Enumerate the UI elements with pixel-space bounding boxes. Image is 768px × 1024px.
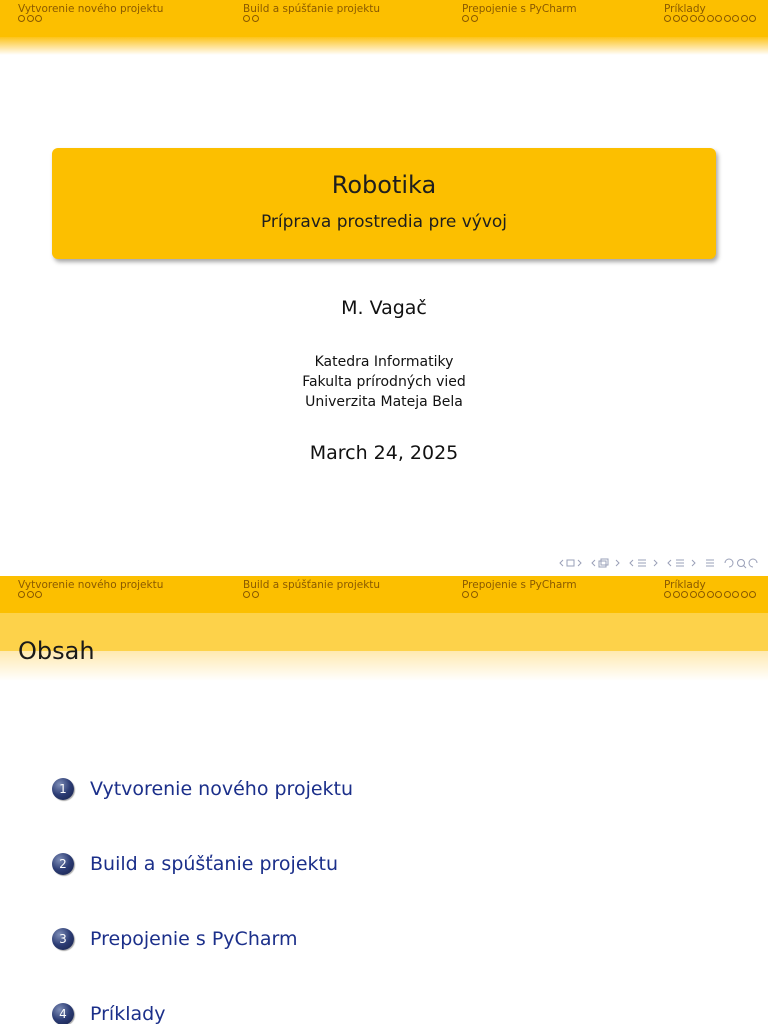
- mini-frame-dot[interactable]: [27, 15, 34, 22]
- toc-item-4[interactable]: [52, 1001, 165, 1024]
- nav-section-2-dots: [243, 15, 259, 23]
- nav-section-4-dots: [664, 15, 756, 23]
- document-section-navigation-icon[interactable]: [666, 557, 698, 569]
- toc-item-label: Vytvorenie nového projektu: [90, 778, 354, 800]
- nav-section-1-dots: [18, 15, 42, 23]
- mini-frame-dot[interactable]: [252, 15, 259, 22]
- mini-frame-dot[interactable]: [27, 591, 34, 598]
- mini-frame-dot[interactable]: [715, 15, 722, 22]
- mini-frame-dot[interactable]: [35, 15, 42, 22]
- mini-frame-dot[interactable]: [471, 591, 478, 598]
- toc-item-1[interactable]: [52, 776, 353, 802]
- nav-section-2-dots: [243, 591, 259, 599]
- toc-number-ball-icon: 2: [52, 853, 74, 875]
- presentation-subtitle: Príprava prostredia pre vývoj: [260, 212, 508, 232]
- mini-frame-dot[interactable]: [698, 591, 705, 598]
- toc-number-ball-icon: 4: [52, 1003, 74, 1024]
- nav-section-3[interactable]: Prepojenie s PyCharm: [462, 3, 577, 15]
- mini-frame-dot[interactable]: [252, 591, 259, 598]
- nav-section-1[interactable]: Vytvorenie nového projektu: [18, 3, 164, 15]
- section-navigation-icon[interactable]: [628, 557, 660, 569]
- mini-frame-dot[interactable]: [18, 591, 25, 598]
- nav-section-3-dots: [462, 591, 478, 599]
- toc-item-2[interactable]: [52, 851, 338, 877]
- toc-item-3[interactable]: [52, 926, 298, 952]
- nav-section-4[interactable]: Príklady: [664, 3, 706, 15]
- mini-frame-dot[interactable]: [462, 15, 469, 22]
- nav-section-4-dots: [664, 591, 756, 599]
- mini-frame-dot[interactable]: [715, 591, 722, 598]
- mini-frame-dot[interactable]: [35, 591, 42, 598]
- toc-item-label: Build a spúšťanie projektu: [90, 853, 339, 875]
- nav-section-3[interactable]: Prepojenie s PyCharm: [462, 579, 577, 591]
- nav-section-3-dots: [462, 15, 478, 23]
- mini-frame-dot[interactable]: [690, 15, 697, 22]
- subsection-navigation-icon[interactable]: [590, 557, 622, 569]
- author: M. Vagač: [341, 297, 427, 319]
- appendix-navigation-icon[interactable]: [704, 557, 716, 569]
- nav-section-2[interactable]: Build a spúšťanie projektu: [243, 579, 381, 591]
- search-back-forward-icon[interactable]: [722, 557, 760, 569]
- mini-frame-dot[interactable]: [724, 591, 731, 598]
- mini-frame-dot[interactable]: [732, 15, 739, 22]
- title-block: [52, 148, 716, 259]
- mini-frame-dot[interactable]: [664, 15, 671, 22]
- mini-frame-dot[interactable]: [673, 591, 680, 598]
- institute: [0, 352, 768, 412]
- beamer-navigation-symbols: [558, 556, 760, 570]
- presentation-title: Robotika: [331, 171, 437, 199]
- mini-frame-dot[interactable]: [681, 15, 688, 22]
- institute-line: Univerzita Mateja Bela: [305, 394, 463, 410]
- mini-frame-dot[interactable]: [741, 591, 748, 598]
- nav-section-2[interactable]: Build a spúšťanie projektu: [243, 3, 381, 15]
- institute-line: Katedra Informatiky: [314, 354, 454, 370]
- toc-item-label: Prepojenie s PyCharm: [90, 928, 298, 950]
- frame-title: Obsah: [18, 637, 95, 665]
- mini-frame-dot[interactable]: [707, 591, 714, 598]
- nav-section-4[interactable]: Príklady: [664, 579, 706, 591]
- nav-section-1[interactable]: Vytvorenie nového projektu: [18, 579, 164, 591]
- mini-frame-dot[interactable]: [732, 591, 739, 598]
- mini-frame-dot[interactable]: [707, 15, 714, 22]
- nav-section-1-dots: [18, 591, 42, 599]
- presentation-date: March 24, 2025: [309, 442, 459, 464]
- section-navigation-bar: [0, 576, 768, 613]
- frame-navigation-icon[interactable]: [558, 557, 584, 569]
- mini-frame-dot[interactable]: [18, 15, 25, 22]
- mini-frame-dot[interactable]: [681, 591, 688, 598]
- mini-frame-dot[interactable]: [471, 15, 478, 22]
- institute-line: Fakulta prírodných vied: [302, 374, 466, 390]
- frame-title-band: [0, 613, 768, 651]
- toc-number-ball-icon: 1: [52, 778, 74, 800]
- mini-frame-dot[interactable]: [243, 15, 250, 22]
- mini-frame-dot[interactable]: [724, 15, 731, 22]
- mini-frame-dot[interactable]: [673, 15, 680, 22]
- frame-title-fade: [0, 651, 768, 681]
- mini-frame-dot[interactable]: [698, 15, 705, 22]
- section-navigation-bar: [0, 0, 768, 37]
- mini-frame-dot[interactable]: [749, 591, 756, 598]
- mini-frame-dot[interactable]: [741, 15, 748, 22]
- mini-frame-dot[interactable]: [690, 591, 697, 598]
- mini-frame-dot[interactable]: [749, 15, 756, 22]
- mini-frame-dot[interactable]: [243, 591, 250, 598]
- toc-slide: [0, 576, 768, 1024]
- navigation-bar-fade: [0, 37, 768, 55]
- mini-frame-dot[interactable]: [664, 591, 671, 598]
- toc-number-ball-icon: 3: [52, 928, 74, 950]
- toc-item-label: Príklady: [90, 1003, 166, 1024]
- mini-frame-dot[interactable]: [462, 591, 469, 598]
